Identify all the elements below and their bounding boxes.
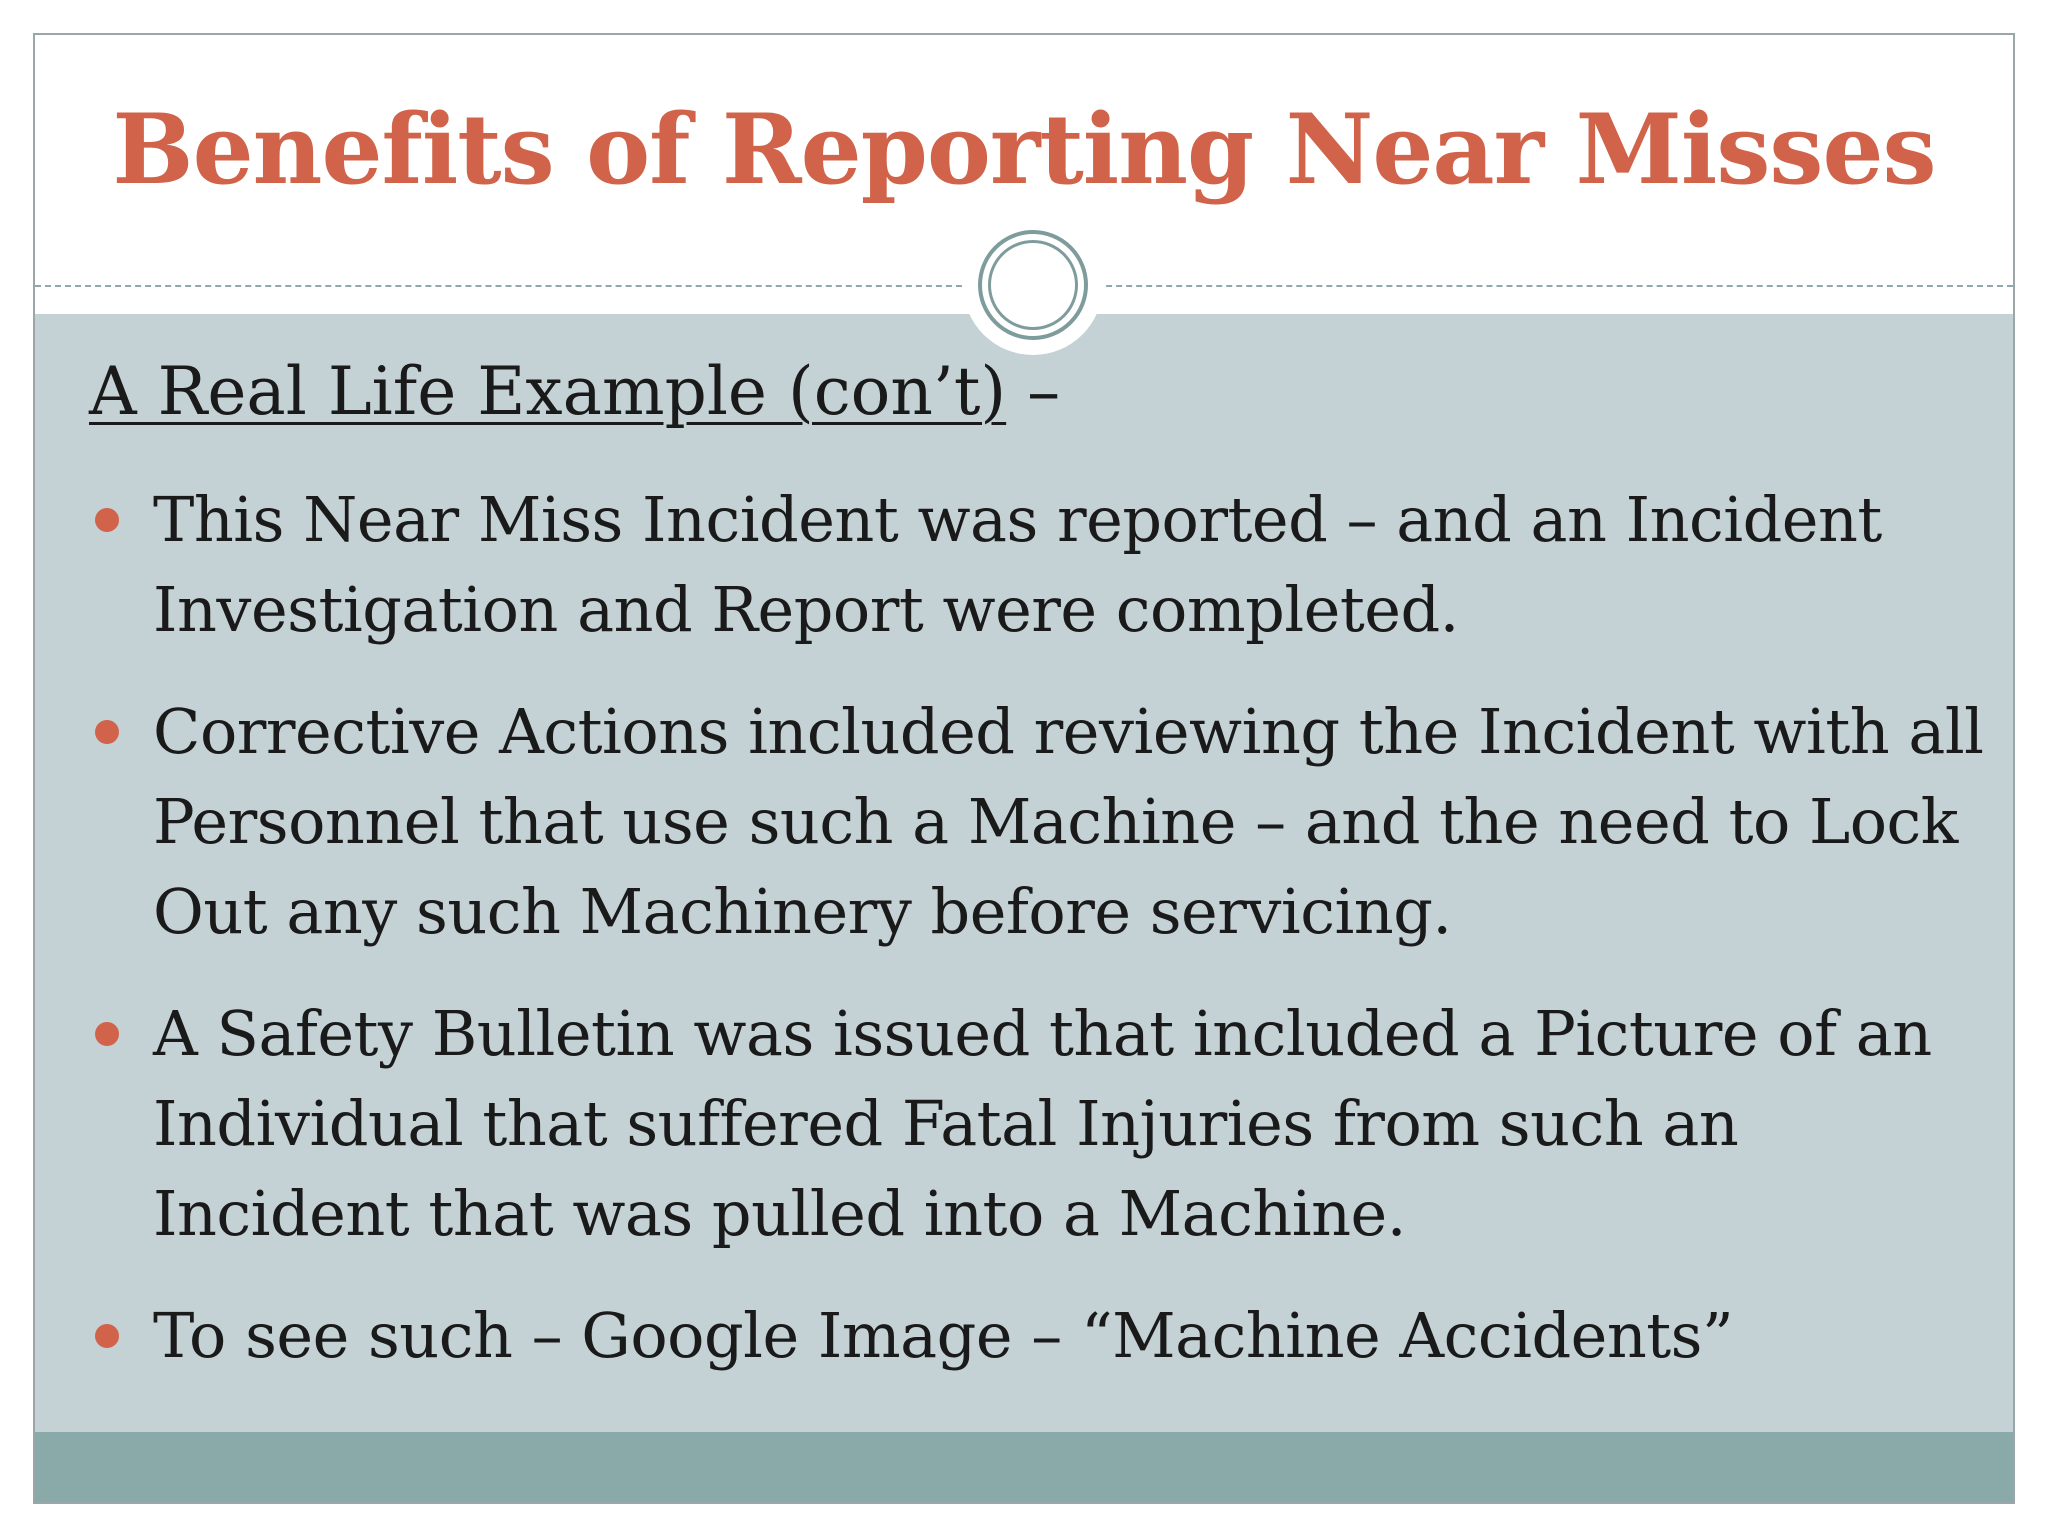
circle-ornament-icon xyxy=(978,230,1088,340)
bullet-text: A Safety Bulletin was issued that included a Picture of an Individual that suffered Fatal Injuries from such an Incident that was pulled into a Machine. xyxy=(153,997,1932,1250)
subheading xyxy=(89,353,1060,430)
bullet-dot-icon xyxy=(95,720,119,744)
slide-title: Benefits of Reporting Near Misses xyxy=(112,93,1936,206)
bullet-item xyxy=(89,687,1989,957)
bullet-dot-icon xyxy=(95,1324,119,1348)
bullet-dot-icon xyxy=(95,1022,119,1046)
bullet-item xyxy=(89,475,1989,655)
bullet-item xyxy=(89,1291,1989,1381)
circle-ornament-inner xyxy=(988,240,1078,330)
bullet-list xyxy=(89,475,1989,1413)
bullet-text: To see such – Google Image – “Machine Accidents” xyxy=(153,1299,1734,1372)
subheading-text: A Real Life Example (con’t) xyxy=(89,353,1007,430)
slide xyxy=(33,33,2015,1504)
bullet-text: This Near Miss Incident was reported – and an Incident Investigation and Report were completed. xyxy=(153,483,1882,646)
subheading-dash: – xyxy=(1006,353,1061,430)
bullet-item xyxy=(89,989,1989,1259)
bullet-dot-icon xyxy=(95,508,119,532)
bullet-text: Corrective Actions included reviewing the Incident with all Personnel that use such a Machine – and the need to Lock Out any such Machinery before servicing. xyxy=(153,695,1984,948)
footer-band xyxy=(35,1432,2013,1504)
